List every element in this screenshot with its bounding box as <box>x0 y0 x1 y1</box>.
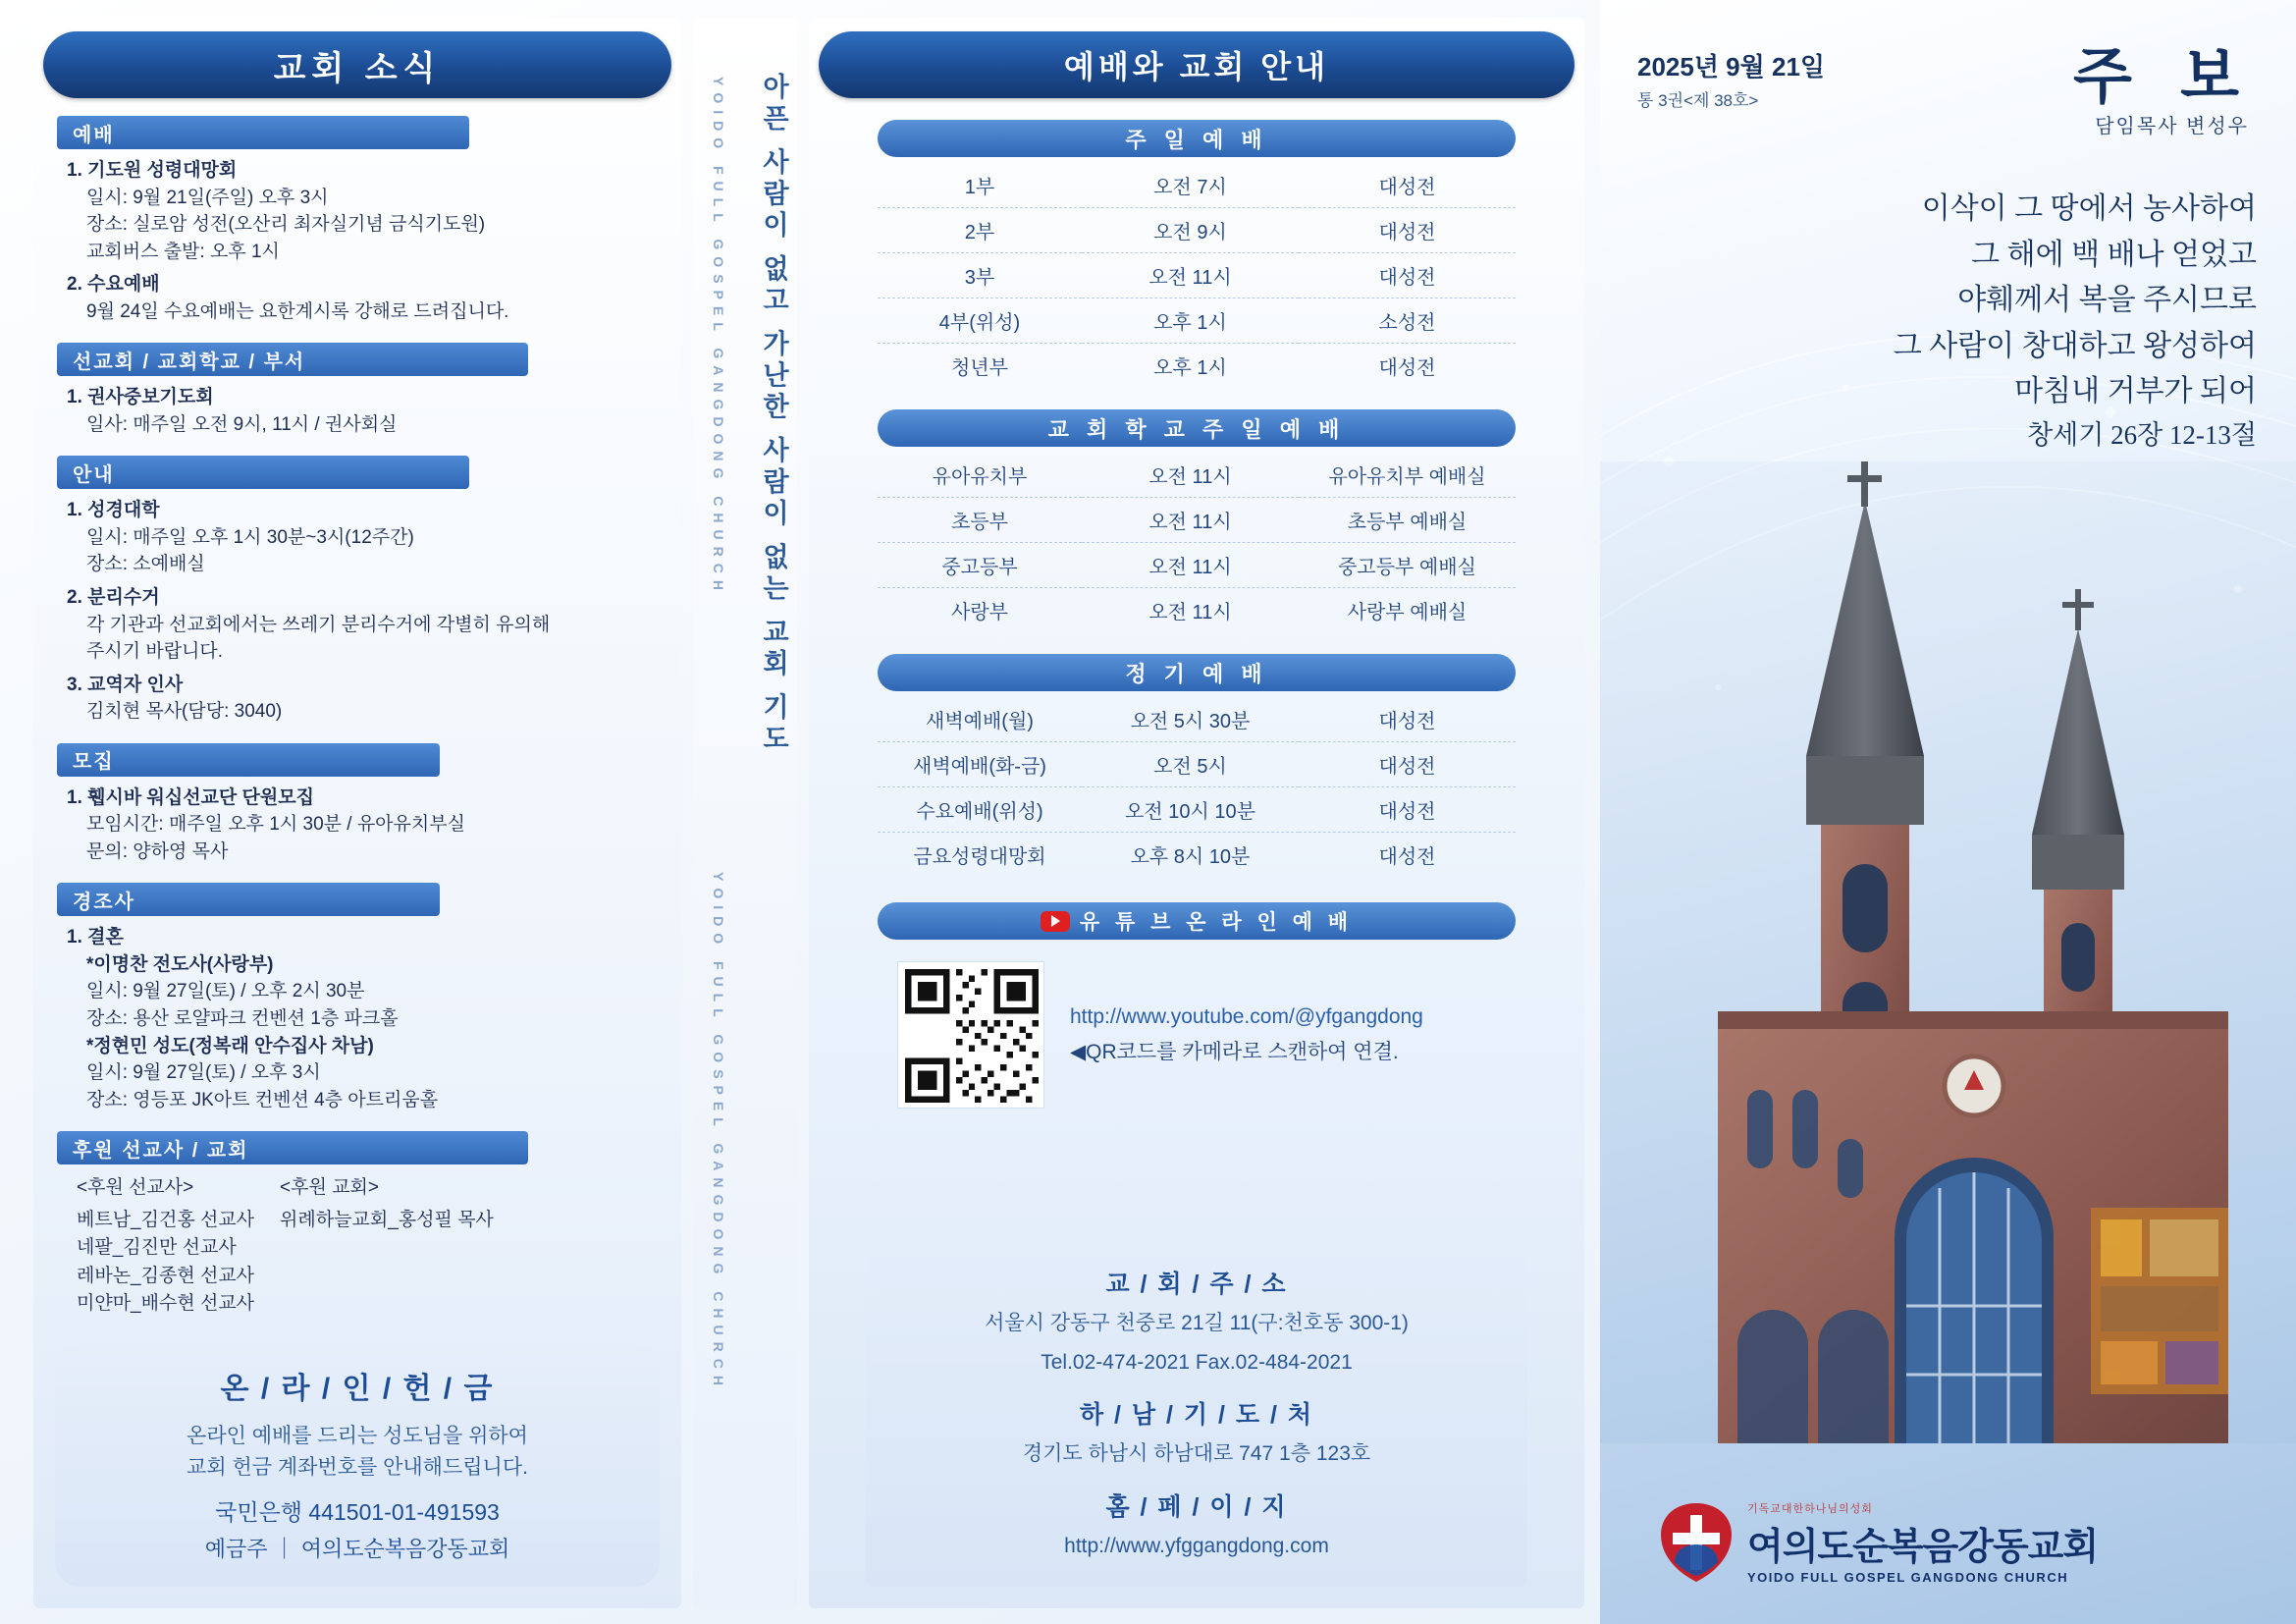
support-missionary: 네팔_김진만 선교사 <box>77 1237 237 1259</box>
church-address-label: 교 / 회 / 주 / 소 <box>1105 1271 1288 1298</box>
cell-place: 유아유치부 예배실 <box>1299 453 1516 498</box>
news-title: 교회 소식 <box>43 31 671 98</box>
table-row <box>878 697 1516 742</box>
cell-place: 대성전 <box>1299 787 1516 833</box>
section-header-missions: 선교회 / 교회학교 / 부서 <box>57 343 528 376</box>
item-line: 장소: 영등포 JK아트 컨벤션 4층 아트리움홀 <box>86 1089 439 1110</box>
table-regular-worship <box>878 697 1516 877</box>
cell-place: 대성전 <box>1299 253 1516 298</box>
table-header-regular-worship: 정 기 예 배 <box>878 654 1516 691</box>
table-row <box>878 787 1516 833</box>
verse-line: 마침내 거부가 되어 <box>2014 375 2257 407</box>
item-number: 1. <box>67 500 82 521</box>
table-row <box>878 344 1516 389</box>
church-photo <box>1600 461 2296 1443</box>
section-header-events: 경조사 <box>57 883 440 916</box>
online-offering-title: 온 / 라 / 인 / 헌 / 금 <box>220 1373 495 1405</box>
church-logo <box>1659 1500 2098 1585</box>
logo-church-name-en: YOIDO FULL GOSPEL GANGDONG CHURCH <box>1747 1570 2069 1585</box>
item-number: 1. <box>67 786 82 808</box>
logo-church-name: 여의도순복음강동교회 <box>1747 1527 2099 1568</box>
verse-reference: 창세기 26장 12-13절 <box>2027 419 2257 450</box>
section-body-events <box>33 916 681 1113</box>
cell-time: 오전 11시 <box>1082 543 1299 588</box>
cell-name: 수요예배(위성) <box>878 787 1082 833</box>
table-row <box>878 453 1516 498</box>
cell-place: 대성전 <box>1299 163 1516 208</box>
news-item <box>67 497 656 578</box>
table-row <box>878 498 1516 543</box>
cell-name: 청년부 <box>951 357 1008 379</box>
item-line: 일시: 9월 27일(토) / 오후 3시 <box>86 1062 321 1084</box>
youtube-icon <box>1041 911 1070 932</box>
item-title: 성경대학 <box>87 500 160 521</box>
cell-place: 대성전 <box>1378 357 1436 379</box>
hanam-address: 경기도 하남시 하남대로 747 1층 123호 <box>1022 1442 1371 1465</box>
table-row <box>878 208 1516 253</box>
news-item <box>67 584 656 666</box>
item-line: 장소: 소예배실 <box>86 554 205 575</box>
youtube-header-label: 유 튜 브 온 라 인 예 배 <box>1079 911 1354 934</box>
cell-name: 새벽예배(화-금) <box>878 742 1082 787</box>
address-box <box>866 1241 1527 1587</box>
cell-place: 중고등부 예배실 <box>1299 543 1516 588</box>
table-header-sunday-worship: 주 일 예 배 <box>878 120 1516 157</box>
cell-time: 오전 5시 30분 <box>1082 697 1299 742</box>
news-item <box>67 271 656 325</box>
section-header-recruit: 모집 <box>57 743 440 777</box>
news-item <box>67 157 656 265</box>
support-missionaries-title: <후원 선교사> <box>77 1177 194 1199</box>
cell-place: 대성전 <box>1299 742 1516 787</box>
cell-place: 초등부 예배실 <box>1299 498 1516 543</box>
youtube-links <box>1070 1000 1423 1069</box>
support-churches <box>280 1174 494 1319</box>
qr-code[interactable] <box>897 961 1044 1109</box>
online-offering-box <box>55 1344 660 1587</box>
cell-time: 오전 11시 <box>1082 498 1299 543</box>
table-row <box>878 833 1516 878</box>
cell-time: 오전 10시 10분 <box>1082 787 1299 833</box>
section-header-support: 후원 선교사 / 교회 <box>57 1131 528 1164</box>
item-number: 3. <box>67 674 82 695</box>
item-title: 결혼 <box>87 927 124 948</box>
table-row <box>878 163 1516 208</box>
online-offering-line2: 교회 헌금 계좌번호를 안내해드립니다. <box>187 1455 528 1479</box>
item-number: 2. <box>67 274 82 296</box>
cell-name: 2부 <box>878 208 1082 253</box>
section-body-info <box>33 489 681 725</box>
cell-name: 금요성령대망회 <box>913 846 1046 868</box>
youtube-qr-note: ◀QR코드를 카메라로 스캔하여 연결. <box>1070 1041 1399 1063</box>
table-header-church-school: 교 회 학 교 주 일 예 배 <box>878 409 1516 447</box>
cell-name: 1부 <box>878 163 1082 208</box>
cell-time: 오전 5시 <box>1082 742 1299 787</box>
item-line: 각 기관과 선교회에서는 쓰레기 분리수거에 각별히 유의해 <box>86 614 551 635</box>
cell-name: 새벽예배(월) <box>878 697 1082 742</box>
item-line: *이명찬 전도사(사랑부) <box>86 953 274 975</box>
support-church: 위례하늘교회_홍성필 목사 <box>280 1209 494 1230</box>
table-row <box>878 588 1516 633</box>
cell-place: 대성전 <box>1299 697 1516 742</box>
cell-name: 중고등부 <box>878 543 1082 588</box>
item-line: 김치현 목사(담당: 3040) <box>86 701 283 723</box>
verse-line: 그 사람이 창대하고 왕성하여 <box>1893 329 2257 362</box>
support-missionaries <box>77 1174 254 1319</box>
item-title: 교역자 인사 <box>87 674 184 695</box>
item-line: 모임시간: 매주일 오후 1시 30분 / 유아유치부실 <box>86 814 465 836</box>
cell-name: 3부 <box>878 253 1082 298</box>
item-number: 1. <box>67 927 82 948</box>
news-item <box>67 785 656 866</box>
guide-title: 예배와 교회 안내 <box>819 31 1575 98</box>
item-line: 일시: 9월 27일(토) / 오후 2시 30분 <box>86 981 365 1002</box>
youtube-header <box>878 902 1516 940</box>
section-header-info: 안내 <box>57 456 469 489</box>
cell-time: 오전 7시 <box>1082 163 1299 208</box>
logo-denomination: 기독교대한하나님의성회 <box>1747 1503 1873 1515</box>
item-title: 기도원 성령대망회 <box>87 160 238 181</box>
news-item <box>67 384 656 438</box>
cell-time: 오후 1시 <box>1153 357 1227 379</box>
cell-name: 유아유치부 <box>878 453 1082 498</box>
table-row <box>878 543 1516 588</box>
cover-pastor: 담임목사 변성우 <box>2095 116 2249 137</box>
cell-name: 사랑부 <box>951 602 1008 623</box>
cell-place: 소성전 <box>1299 298 1516 344</box>
item-title: 분리수거 <box>87 587 160 609</box>
guide-column <box>809 18 1584 1608</box>
cell-time: 오후 1시 <box>1082 298 1299 344</box>
item-line: 일시: 9월 21일(주일) 오후 3시 <box>86 187 329 208</box>
table-row <box>878 253 1516 298</box>
table-church-school <box>878 453 1516 632</box>
support-body <box>33 1164 681 1319</box>
support-churches-title: <후원 교회> <box>280 1177 379 1199</box>
table-row <box>878 298 1516 344</box>
spine-strip <box>693 18 797 1608</box>
item-line: 문의: 양하영 목사 <box>86 840 229 862</box>
online-offering-account: 국민은행 441501-01-491593 <box>215 1499 500 1525</box>
section-body-missions <box>33 376 681 438</box>
news-column <box>33 18 681 1608</box>
item-line: 교회버스 출발: 오후 1시 <box>86 241 280 262</box>
item-line: 주시기 바랍니다. <box>86 641 224 663</box>
hanam-label: 하 / 남 / 기 / 도 / 처 <box>1079 1401 1314 1429</box>
item-line: 일시: 매주일 오후 1시 30분~3시(12주간) <box>86 526 414 548</box>
cell-time: 오전 11시 <box>1148 602 1232 623</box>
cell-time: 오전 11시 <box>1082 453 1299 498</box>
section-body-recruit <box>33 777 681 866</box>
cover-title: 주 보 <box>2072 43 2255 111</box>
cell-place: 대성전 <box>1378 846 1436 868</box>
homepage-label: 홈 / 페 / 이 / 지 <box>1105 1492 1288 1521</box>
cell-place: 대성전 <box>1299 208 1516 253</box>
online-offering-line1: 온라인 예배를 드리는 성도님을 위하여 <box>187 1425 528 1447</box>
support-missionary: 미얀마_배수현 선교사 <box>77 1293 255 1315</box>
verse-line: 이삭이 그 땅에서 농사하여 <box>1921 192 2257 225</box>
support-missionary: 레바논_김종현 선교사 <box>77 1265 255 1286</box>
item-number: 1. <box>67 160 82 181</box>
section-body-worship <box>33 149 681 325</box>
youtube-qr-row <box>897 961 1584 1109</box>
table-row <box>878 742 1516 787</box>
cell-name: 초등부 <box>878 498 1082 543</box>
item-title: 권사중보기도회 <box>87 387 214 408</box>
church-logo-icon <box>1659 1501 1734 1584</box>
news-item <box>67 672 656 726</box>
cover-verse <box>1648 187 2257 456</box>
church-phone: Tel.02-474-2021 Fax.02-484-2021 <box>1041 1350 1353 1374</box>
item-line: *정현민 성도(정복래 안수집사 차남) <box>86 1035 374 1056</box>
verse-line: 야훼께서 복을 주시므로 <box>1957 284 2257 316</box>
item-title: 수요예배 <box>87 274 160 296</box>
cell-place: 사랑부 예배실 <box>1347 602 1468 623</box>
table-sunday-worship <box>878 163 1516 388</box>
cover-date: 2025년 9월 21일 <box>1637 52 1826 81</box>
item-line: 일사: 매주일 오전 9시, 11시 / 권사회실 <box>86 413 398 435</box>
cover-column <box>1600 0 2296 1624</box>
homepage-url[interactable]: http://www.yfggangdong.com <box>1064 1534 1329 1557</box>
item-line: 장소: 용산 로얄파크 컨벤션 1층 파크홀 <box>86 1008 399 1030</box>
verse-line: 그 해에 백 배나 얻었고 <box>1971 238 2257 271</box>
youtube-url[interactable]: http://www.youtube.com/@yfgangdong <box>1070 1005 1423 1029</box>
cell-time: 오후 8시 10분 <box>1130 846 1251 868</box>
item-number: 1. <box>67 387 82 408</box>
spine-english-bottom: YOIDO FULL GOSPEL GANGDONG CHURCH <box>711 872 726 1392</box>
cell-time: 오전 9시 <box>1082 208 1299 253</box>
section-header-worship: 예배 <box>57 116 469 149</box>
cell-name: 4부(위성) <box>878 298 1082 344</box>
item-number: 2. <box>67 587 82 609</box>
news-item <box>67 924 656 1113</box>
spine-english-top: YOIDO FULL GOSPEL GANGDONG CHURCH <box>711 77 726 597</box>
support-missionary: 베트남_김건홍 선교사 <box>77 1209 255 1230</box>
cell-time: 오전 11시 <box>1082 253 1299 298</box>
online-offering-holder: 예금주 ｜ 여의도순복음강동교회 <box>204 1537 510 1561</box>
church-address-line1: 서울시 강동구 천중로 21길 11(구:천호동 300-1) <box>985 1312 1409 1334</box>
item-line: 장소: 실로암 성전(오산리 최자실기념 금식기도원) <box>86 214 486 236</box>
item-title: 휍시바 워십선교단 단원모집 <box>87 786 314 808</box>
cover-issue: 통 3권<제 38호> <box>1637 91 1759 110</box>
item-line: 9월 24일 수요예배는 요한계시록 강해로 드려집니다. <box>86 300 509 322</box>
spine-korean-motto: 아픈 사람이 없고 가난한 사람이 없는 교회 기도 <box>759 73 788 756</box>
